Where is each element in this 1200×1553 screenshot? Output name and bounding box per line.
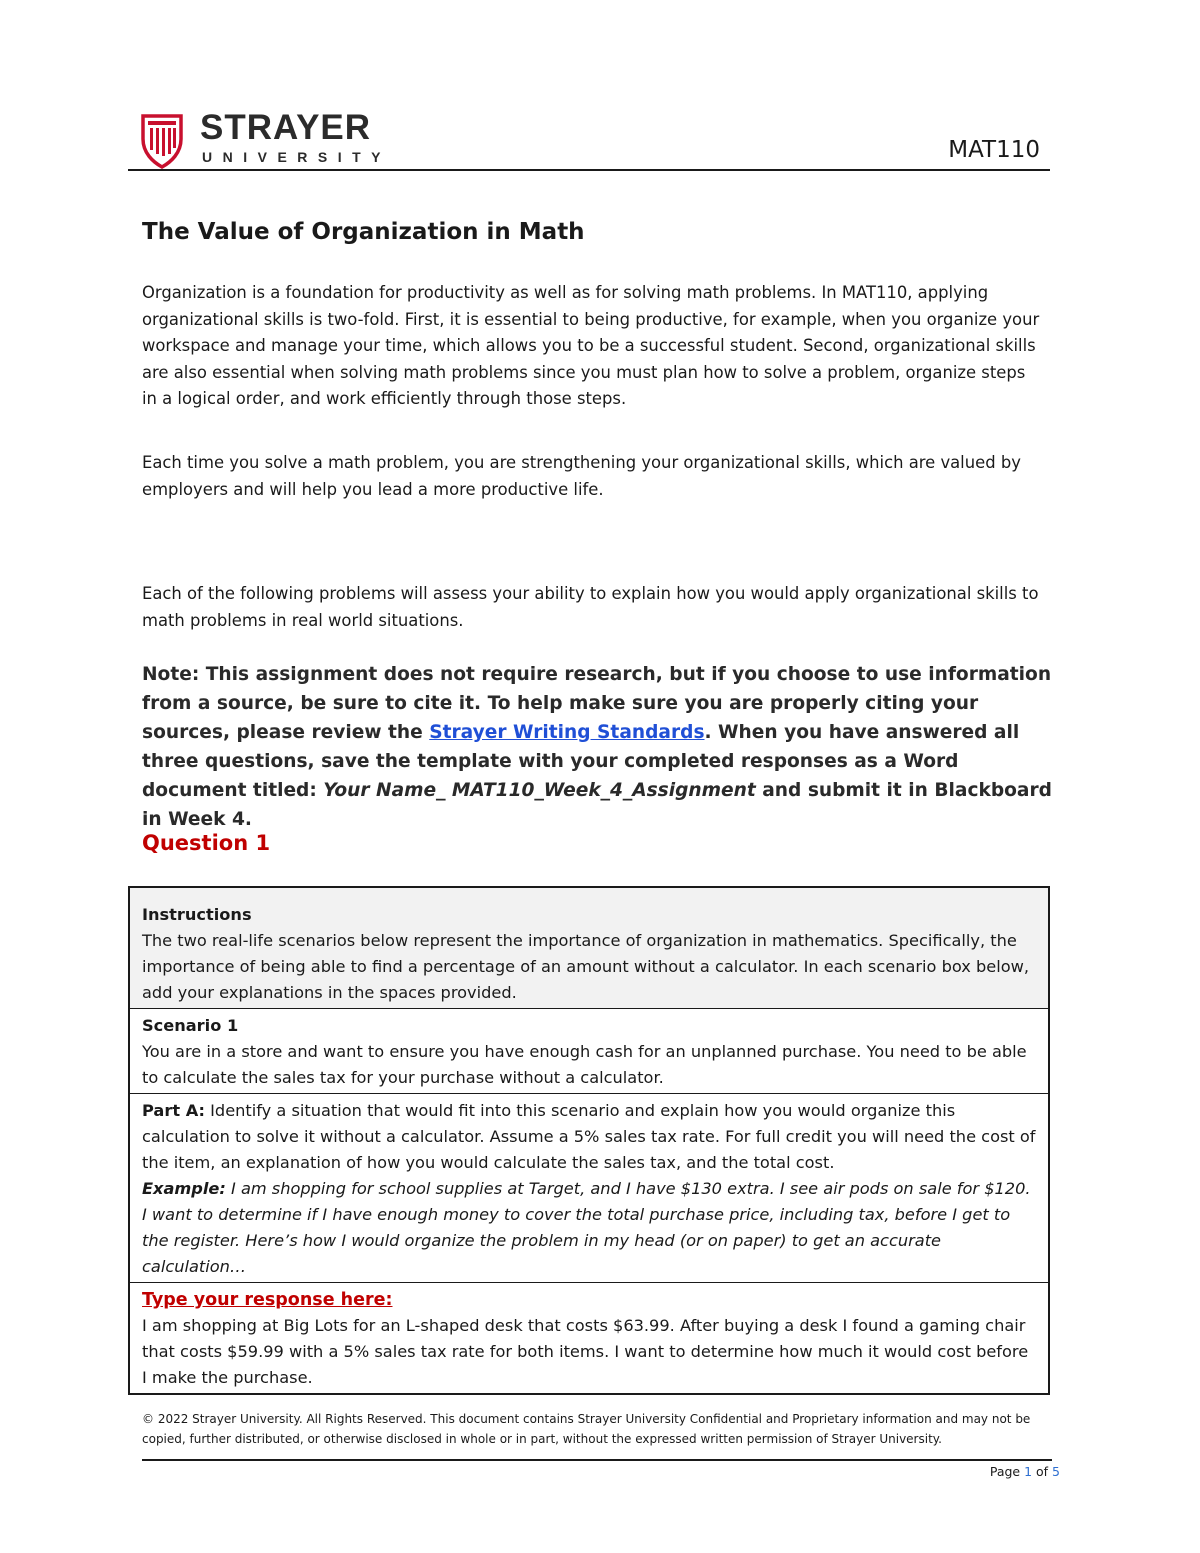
page-header	[128, 103, 1050, 171]
of-word: of	[1032, 1464, 1053, 1479]
scenario-text: You are in a store and want to ensure you have enough cash for an unplanned purchase. You need to be able to calculate the sales tax for your purchase without a calculator.	[142, 1042, 1027, 1087]
assessment-paragraph: Each of the following problems will assess your ability to explain how you would apply organizational skills to math problems in real world situations.	[142, 584, 1039, 630]
response-label: Type your response here:	[142, 1290, 393, 1310]
question-heading: Question 1	[142, 831, 271, 855]
logo-wordmark: STRAYER	[200, 108, 372, 147]
course-code: MAT110	[948, 137, 1040, 163]
note-text-2: . When you have answered all three questions, save the template with your completed responses as a Word document titled:	[142, 722, 1020, 801]
total-pages: 5	[1052, 1464, 1060, 1479]
instructions-title: Instructions	[142, 905, 252, 924]
part-a-label: Part A:	[142, 1101, 206, 1120]
assignment-note	[142, 660, 1052, 834]
note-text-1: Note: This assignment does not require research, but if you choose to use information from a source, be sure to cite it. To help make sure you are properly citing your sources, please review the	[142, 664, 1052, 743]
copyright-notice: © 2022 Strayer University. All Rights Reserved. This document contains Strayer University Confidential and Proprietary information and may not be copied, further distributed, or otherwise disclosed in whole or in part, without the expressed written permission of Strayer University.	[142, 1412, 1031, 1446]
footer-divider	[142, 1459, 1052, 1461]
shield-icon	[140, 113, 184, 169]
scenario-title: Scenario 1	[142, 1016, 239, 1035]
example-block	[142, 1176, 1038, 1280]
page-number	[990, 1464, 1060, 1479]
question-table	[128, 886, 1050, 1395]
part-a-prompt	[142, 1098, 1038, 1176]
skills-paragraph: Each time you solve a math problem, you are strengthening your organizational skills, which are valued by employers and will help you lead a more productive life.	[142, 453, 1021, 499]
intro-paragraph: Organization is a foundation for productivity as well as for solving math problems. In MAT110, applying organizational skills is two-fold. First, it is essential to being productive, for example, when you organize your workspace and manage your time, which allows you to be a successful student. Second, organizational skills are also essential when solving math problems since you must plan how to solve a problem, organize steps in a logical order, and work efficiently through those steps.	[142, 283, 1040, 408]
response-text[interactable]: I am shopping at Big Lots for an L-shaped desk that costs $63.99. After buying a desk I found a gaming chair that costs $59.99 with a 5% sales tax rate for both items. I want to determine how much it would cost before I make the purchase.	[142, 1316, 1029, 1387]
note-filename: Your Name_ MAT110_Week_4_Assignment	[323, 780, 756, 801]
strayer-logo	[140, 107, 410, 167]
instructions-cell	[130, 888, 1048, 1009]
example-text: I am shopping for school supplies at Target, and I have $130 extra. I see air pods on sale for $120. I want to determine if I have enough money to cover the total purchase price, including tax, before I get to the register. Here’s how I would organize the problem in my head (or on paper) to get an accurate calculation…	[142, 1179, 1031, 1276]
logo-subtitle: UNIVERSITY	[202, 149, 392, 165]
page-word: Page	[989, 1464, 1025, 1479]
current-page: 1	[1024, 1464, 1033, 1479]
response-cell[interactable]	[130, 1283, 1048, 1393]
example-label: Example:	[142, 1179, 226, 1198]
instructions-text: The two real-life scenarios below represent the importance of organization in mathematics. Specifically, the importance of being able to find a percentage of an amount without a calculator. In each scenario box below, add your explanations in the spaces provided.	[142, 931, 1030, 1002]
document-title: The Value of Organization in Math	[142, 219, 585, 245]
part-a-text: Identify a situation that would fit into this scenario and explain how you would organize this calculation to solve it without a calculator. Assume a 5% sales tax rate. For full credit you will need the cost of the item, an explanation of how you would calculate the sales tax, and the total cost.	[142, 1101, 1036, 1172]
strayer-writing-standards-link[interactable]: Strayer Writing Standards	[429, 722, 705, 743]
part-a-cell	[130, 1094, 1048, 1283]
note-text-3: and submit it in Blackboard in Week 4.	[142, 780, 1052, 830]
scenario-cell	[130, 1009, 1048, 1094]
